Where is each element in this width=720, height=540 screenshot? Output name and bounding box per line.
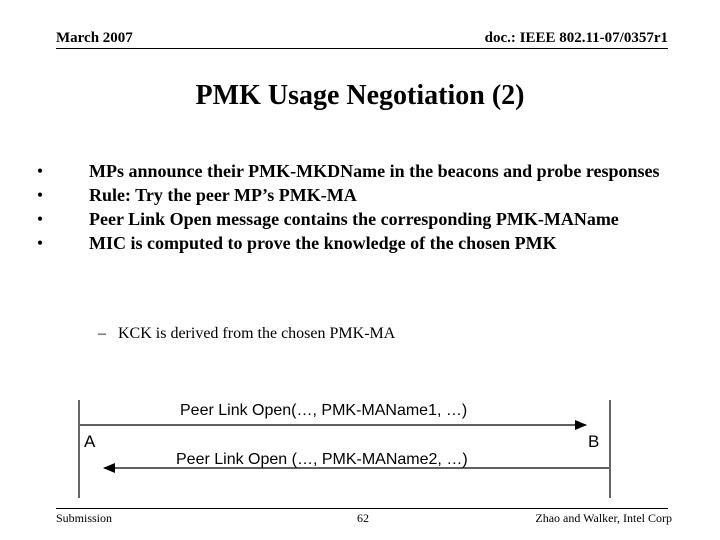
sub-bullet-dash: – xyxy=(98,325,106,342)
bullet-list xyxy=(30,160,670,256)
message-2-label: Peer Link Open (…, PMK-MAName2, …) xyxy=(176,451,468,468)
sub-bullet xyxy=(98,325,395,343)
bullet-item xyxy=(30,184,670,206)
bullet-dot: • xyxy=(36,233,44,253)
bullet-text: Peer Link Open message contains the corresponding PMK-MAName xyxy=(89,209,619,229)
bullet-text: MPs announce their PMK-MKDName in the beacons and probe responses xyxy=(89,161,660,181)
header-date: March 2007 xyxy=(56,30,133,46)
node-b-label: B xyxy=(588,432,600,451)
node-a-label: A xyxy=(84,432,96,451)
footer-authors: Zhao and Walker, Intel Corp xyxy=(535,511,672,525)
footer-page-number: 62 xyxy=(357,511,369,525)
bullet-item xyxy=(30,232,670,254)
bullet-text: MIC is computed to prove the knowledge of the chosen PMK xyxy=(89,233,557,253)
header-doc-id: doc.: IEEE 802.11-07/0357r1 xyxy=(484,30,668,46)
bullet-item xyxy=(30,208,670,230)
bullet-dot: • xyxy=(36,161,44,181)
bullet-dot: • xyxy=(36,209,44,229)
bullet-text: Rule: Try the peer MP’s PMK-MA xyxy=(89,185,357,205)
sub-bullet-text: KCK is derived from the chosen PMK-MA xyxy=(118,325,396,342)
footer-rule xyxy=(56,508,668,509)
message-1-label: Peer Link Open(…, PMK-MAName1, …) xyxy=(180,402,468,419)
bullet-dot: • xyxy=(36,185,44,205)
header-rule xyxy=(56,48,668,49)
bullet-item xyxy=(30,160,670,182)
footer-submission: Submission xyxy=(56,511,113,525)
slide-title: PMK Usage Negotiation (2) xyxy=(195,80,525,111)
